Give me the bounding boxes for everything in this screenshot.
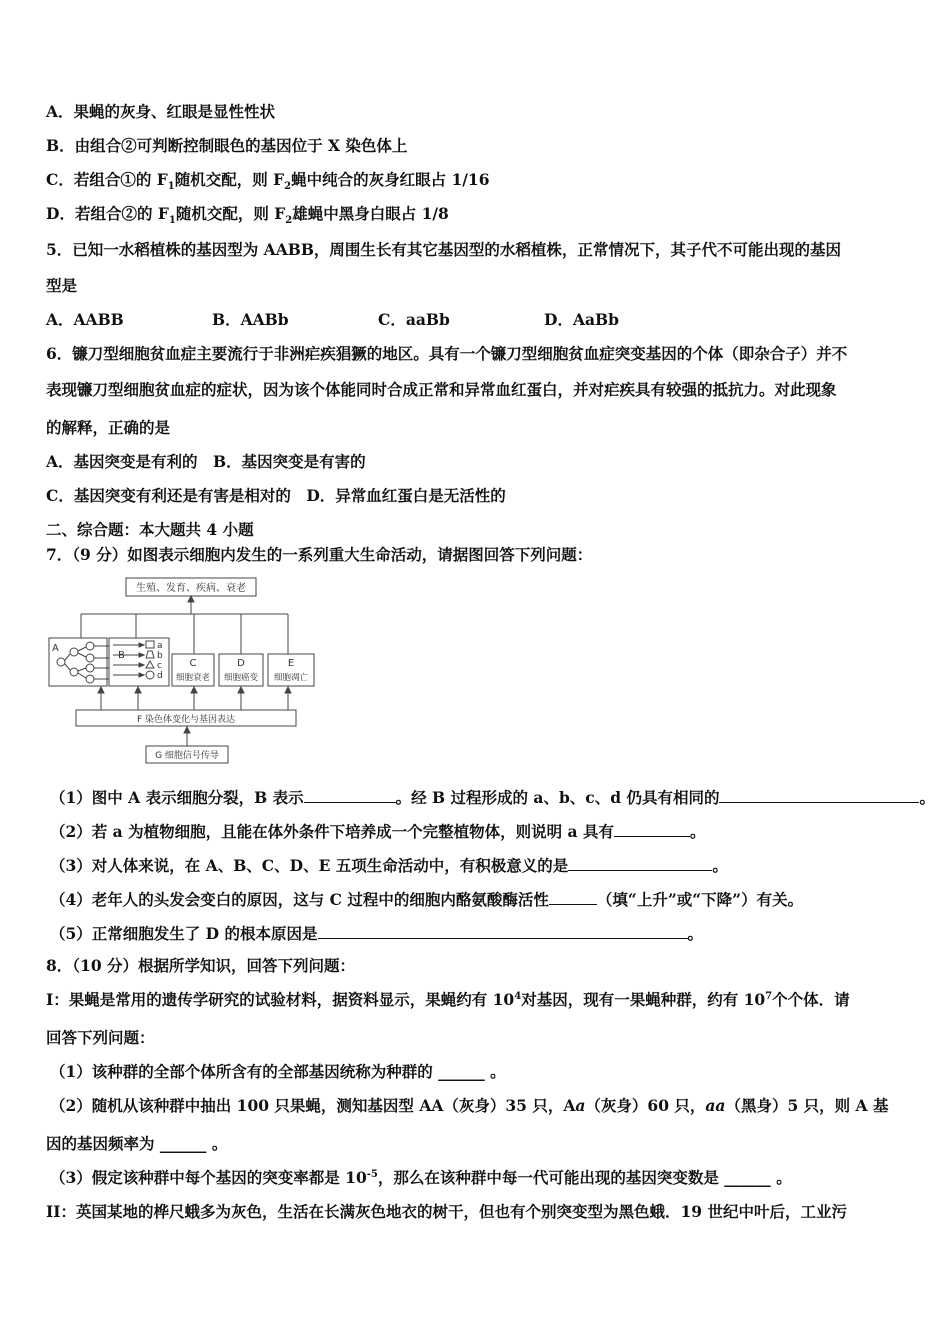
q8-sub2-line2: 因的基因频率为 ______ 。: [46, 1134, 228, 1153]
q7-sub3: （3）对人体来说，在 A、B、C、D、E 五项生命活动中，有积极意义的是 。: [50, 856, 728, 875]
diagram-label-d: d: [157, 671, 163, 681]
q8-part2: II：英国某地的桦尺蛾多为灰色，生活在长满灰色地衣的树干，但也有个别突变型为黑色蛾．19 世纪中叶后，工业污: [46, 1202, 847, 1221]
q5-option-c: C．aaBb: [378, 310, 450, 329]
diagram-label-a: a: [157, 641, 163, 651]
q6-options-row1: A．基因突变是有利的 B．基因突变是有害的: [46, 452, 366, 471]
q5-options: [46, 310, 619, 330]
diagram-f-label: F 染色体变化与基因表达: [136, 715, 236, 725]
diagram-label-c: c: [157, 661, 162, 671]
q5-stem-line2: 型是: [46, 276, 78, 295]
cell-activity-diagram: [46, 576, 316, 768]
q8-part1-line2: 回答下列问题：: [46, 1028, 155, 1047]
section-heading: 二、综合题：本大题共 4 小题: [46, 520, 254, 539]
diagram-e-letter: E: [287, 658, 295, 669]
q7-sub4-blank[interactable]: [549, 888, 597, 905]
q8-sub1-blank[interactable]: ______: [438, 1062, 485, 1081]
q8-part1-line1: I：果蝇是常用的遗传学研究的试验材料，据资料显示，果蝇约有 $10^4$对基因，现有一果蝇种群，约有 $10^7$个个体．请: [46, 990, 850, 1009]
q8-stem: 8．（10 分）根据所学知识，回答下列问题：: [46, 956, 356, 975]
q8-sub1: （1）该种群的全部个体所含有的全部基因统称为种群的 ______ 。: [50, 1062, 506, 1081]
diagram-label-b: b: [157, 651, 163, 661]
q7-sub2: （2）若 a 为植物细胞，且能在体外条件下培养成一个完整植物体，则说明 a 具有 。: [50, 822, 706, 841]
diagram-e-text: 细胞凋亡: [273, 673, 309, 683]
diagram-b-label: B: [118, 650, 125, 661]
q4-option-a: A．果蝇的灰身、红眼是显性性状: [46, 102, 276, 121]
q4-option-b: B．由组合②可判断控制眼色的基因位于 X 染色体上: [46, 136, 408, 155]
q5-option-b: B．AABb: [212, 310, 289, 329]
q6-stem-line1: 6．镰刀型细胞贫血症主要流行于非洲疟疾猖獗的地区。具有一个镰刀型细胞贫血症突变基因的个体（即杂合子）并不: [46, 344, 848, 363]
q7-sub4: （4）老年人的头发会变白的原因，这与 C 过程中的细胞内酪氨酸酶活性 （填“上升”或“下降”）有关。: [50, 890, 804, 909]
q4-option-c: C．若组合①的 $F_1$随机交配，则 $F_2$蝇中纯合的灰身红眼占 1/16: [46, 170, 490, 193]
q8-sub3: （3）假定该种群中每个基因的突变率都是 $10^{-5}$，那么在该种群中每一代可能出现的基因突变数是 ______ 。: [50, 1168, 792, 1187]
q8-sub2-line1: （2）随机从该种群中抽出 100 只果蝇，测知基因型 AA（灰身）35 只，Aa（灰身）60 只，aa（黑身）5 只，则 A 基: [50, 1096, 889, 1115]
diagram-d-text: 细胞癌变: [223, 673, 259, 683]
diagram-top-label: 生殖、发育、疾病、衰老: [136, 583, 246, 594]
q8-sub3-blank[interactable]: ______: [724, 1168, 771, 1187]
q7-stem: 7．（9 分）如图表示细胞内发生的一系列重大生命活动，请据图回答下列问题：: [46, 545, 593, 564]
q7-sub3-blank[interactable]: [568, 854, 712, 871]
q7-sub2-blank[interactable]: [614, 820, 690, 837]
q7-sub1-blank1[interactable]: [304, 786, 396, 803]
q4-option-d: D．若组合②的 $F_1$随机交配，则 $F_2$雄蝇中黑身白眼占 1/8: [46, 204, 449, 227]
q5-stem-line1: 5．已知一水稻植株的基因型为 AABB，周围生长有其它基因型的水稻植株，正常情况下，其子代不可能出现的基因: [46, 240, 841, 259]
diagram-c-text: 细胞衰老: [175, 673, 211, 683]
q7-sub5-blank[interactable]: [318, 922, 688, 939]
diagram-d-letter: D: [237, 658, 245, 669]
q6-stem-line3: 的解释，正确的是: [46, 418, 171, 437]
q6-options-row2: C．基因突变有利还是有害是相对的 D．异常血红蛋白是无活性的: [46, 486, 506, 505]
diagram-c-letter: C: [189, 658, 197, 669]
q7-sub1-blank2[interactable]: [719, 786, 919, 803]
diagram-a-label: A: [52, 643, 59, 654]
q5-option-d: D．AaBb: [544, 310, 619, 329]
q5-option-a: A．AABB: [46, 310, 124, 329]
q6-stem-line2: 表现镰刀型细胞贫血症的症状，因为该个体能同时合成正常和异常血红蛋白，并对疟疾具有较强的抵抗力。对此现象: [46, 380, 837, 399]
q7-sub1: （1）图中 A 表示细胞分裂，B 表示 。经 B 过程形成的 a、b、c、d 仍具有相同的 。: [50, 788, 935, 807]
q7-sub5: （5）正常细胞发生了 D 的根本原因是 。: [50, 924, 704, 943]
q8-sub2-blank[interactable]: ______: [159, 1134, 207, 1153]
diagram-g-label: G 细胞信号传导: [155, 751, 219, 761]
